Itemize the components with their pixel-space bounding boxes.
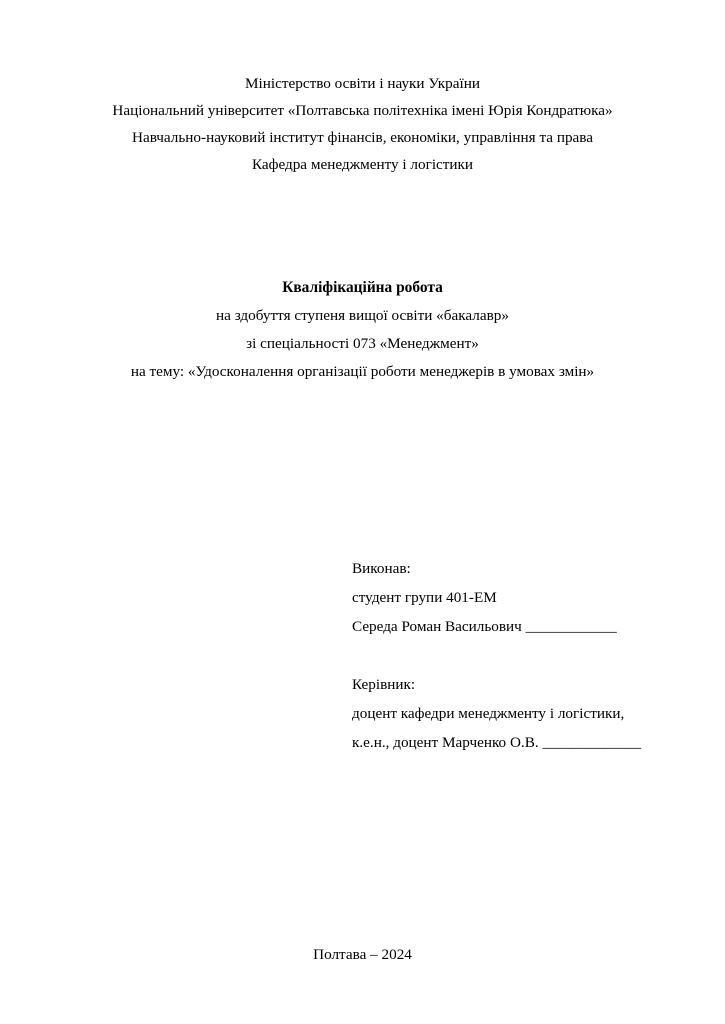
student-group-line: студент групи 401-ЕМ (352, 589, 497, 606)
institution-block (58, 70, 667, 178)
page-title: Кваліфікаційна робота (282, 279, 443, 296)
university-line: Національний університет «Полтавська політехніка імені Юрія Кондратюка» (112, 102, 613, 119)
author-spacer (352, 641, 667, 670)
student-name-line: Середа Роман Васильович ____________ (352, 618, 617, 635)
specialty-line: зі спеціальності 073 «Менеджмент» (246, 335, 479, 352)
ministry-line: Міністерство освіти і науки України (245, 75, 480, 92)
supervisor-label: Керівник: (352, 676, 416, 693)
work-title-block (58, 274, 667, 386)
footer-block (0, 944, 725, 966)
theme-line: на тему: «Удосконалення організації роботи менеджерів в умовах змін» (130, 363, 595, 380)
author-block (352, 554, 667, 757)
supervisor-position-line: доцент кафедри менеджменту і логістики, (352, 705, 625, 722)
degree-line: на здобуття ступеня вищої освіти «бакалавр» (216, 307, 509, 324)
supervisor-name-line: к.е.н., доцент Марченко О.В. _____________ (352, 734, 642, 751)
institute-line: Навчально-науковий інститут фінансів, економіки, управління та права (131, 129, 593, 146)
department-line: Кафедра менеджменту і логістики (251, 156, 474, 173)
city-year-line: Полтава – 2024 (313, 946, 412, 963)
performed-by-label: Виконав: (352, 560, 411, 577)
